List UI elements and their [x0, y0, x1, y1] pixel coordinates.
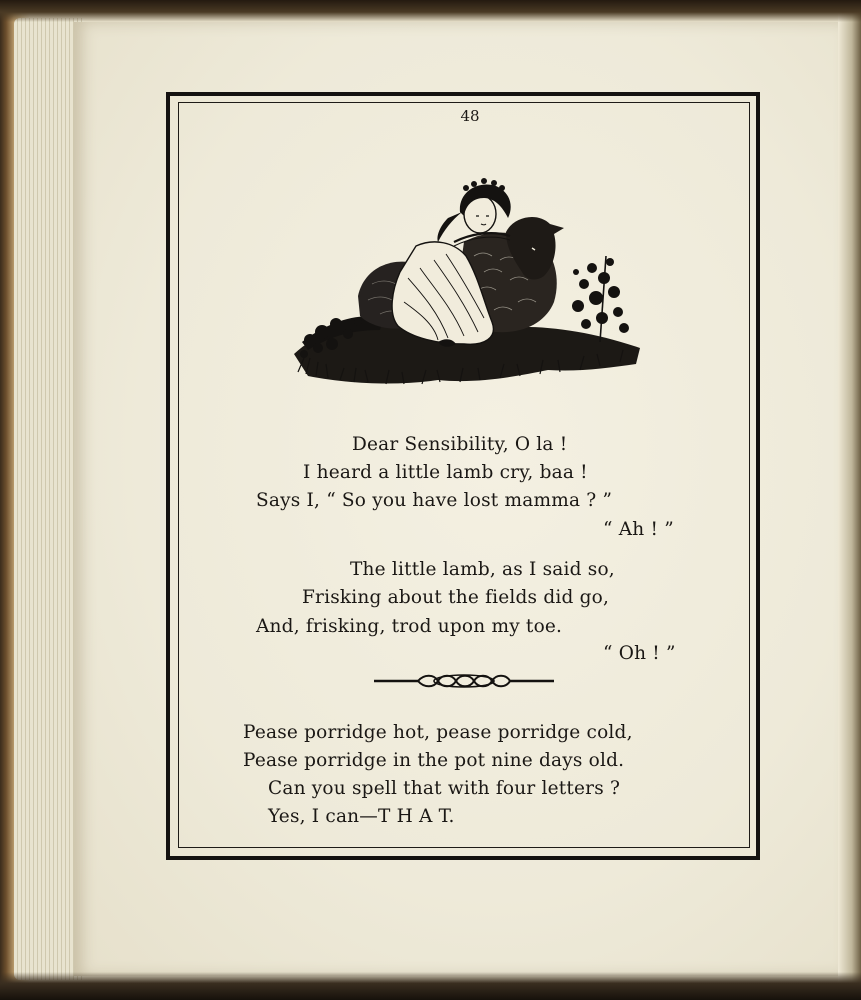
poem-two-line-1: Pease porridge hot, pease porridge cold,: [243, 722, 633, 743]
poem-one-stanza-one-line-3: Says I, “ So you have lost mamma ? ”: [256, 490, 613, 511]
top-binding-shadow: [0, 0, 861, 22]
poem-one-stanza-two-line-2: Frisking about the fields did go,: [302, 587, 610, 608]
poem-one-stanza-one-refrain: “ Ah ! ”: [603, 519, 674, 540]
poem-two-line-3: Can you spell that with four letters ?: [268, 778, 621, 799]
poem-one-stanza-two-line-1: The little lamb, as I said so,: [350, 559, 615, 580]
poem-two-line-2: Pease porridge in the pot nine days old.: [243, 750, 625, 771]
ornamental-divider-icon: [374, 670, 554, 692]
bottom-shadow: [0, 972, 861, 1000]
poem-one-stanza-two-refrain: “ Oh ! ”: [603, 643, 676, 664]
page-number: 48: [460, 107, 480, 125]
girl-with-lamb-engraving-icon: [288, 172, 648, 404]
poem-two-line-4: Yes, I can—T H A T.: [268, 806, 455, 827]
right-page-edge: [838, 0, 861, 1000]
poem-one-stanza-two-line-3: And, frisking, trod upon my toe.: [256, 616, 563, 637]
poem-one-stanza-one-line-1: Dear Sensibility, O la !: [352, 434, 568, 455]
poem-one-stanza-one-line-2: I heard a little lamb cry, baa !: [303, 462, 588, 483]
